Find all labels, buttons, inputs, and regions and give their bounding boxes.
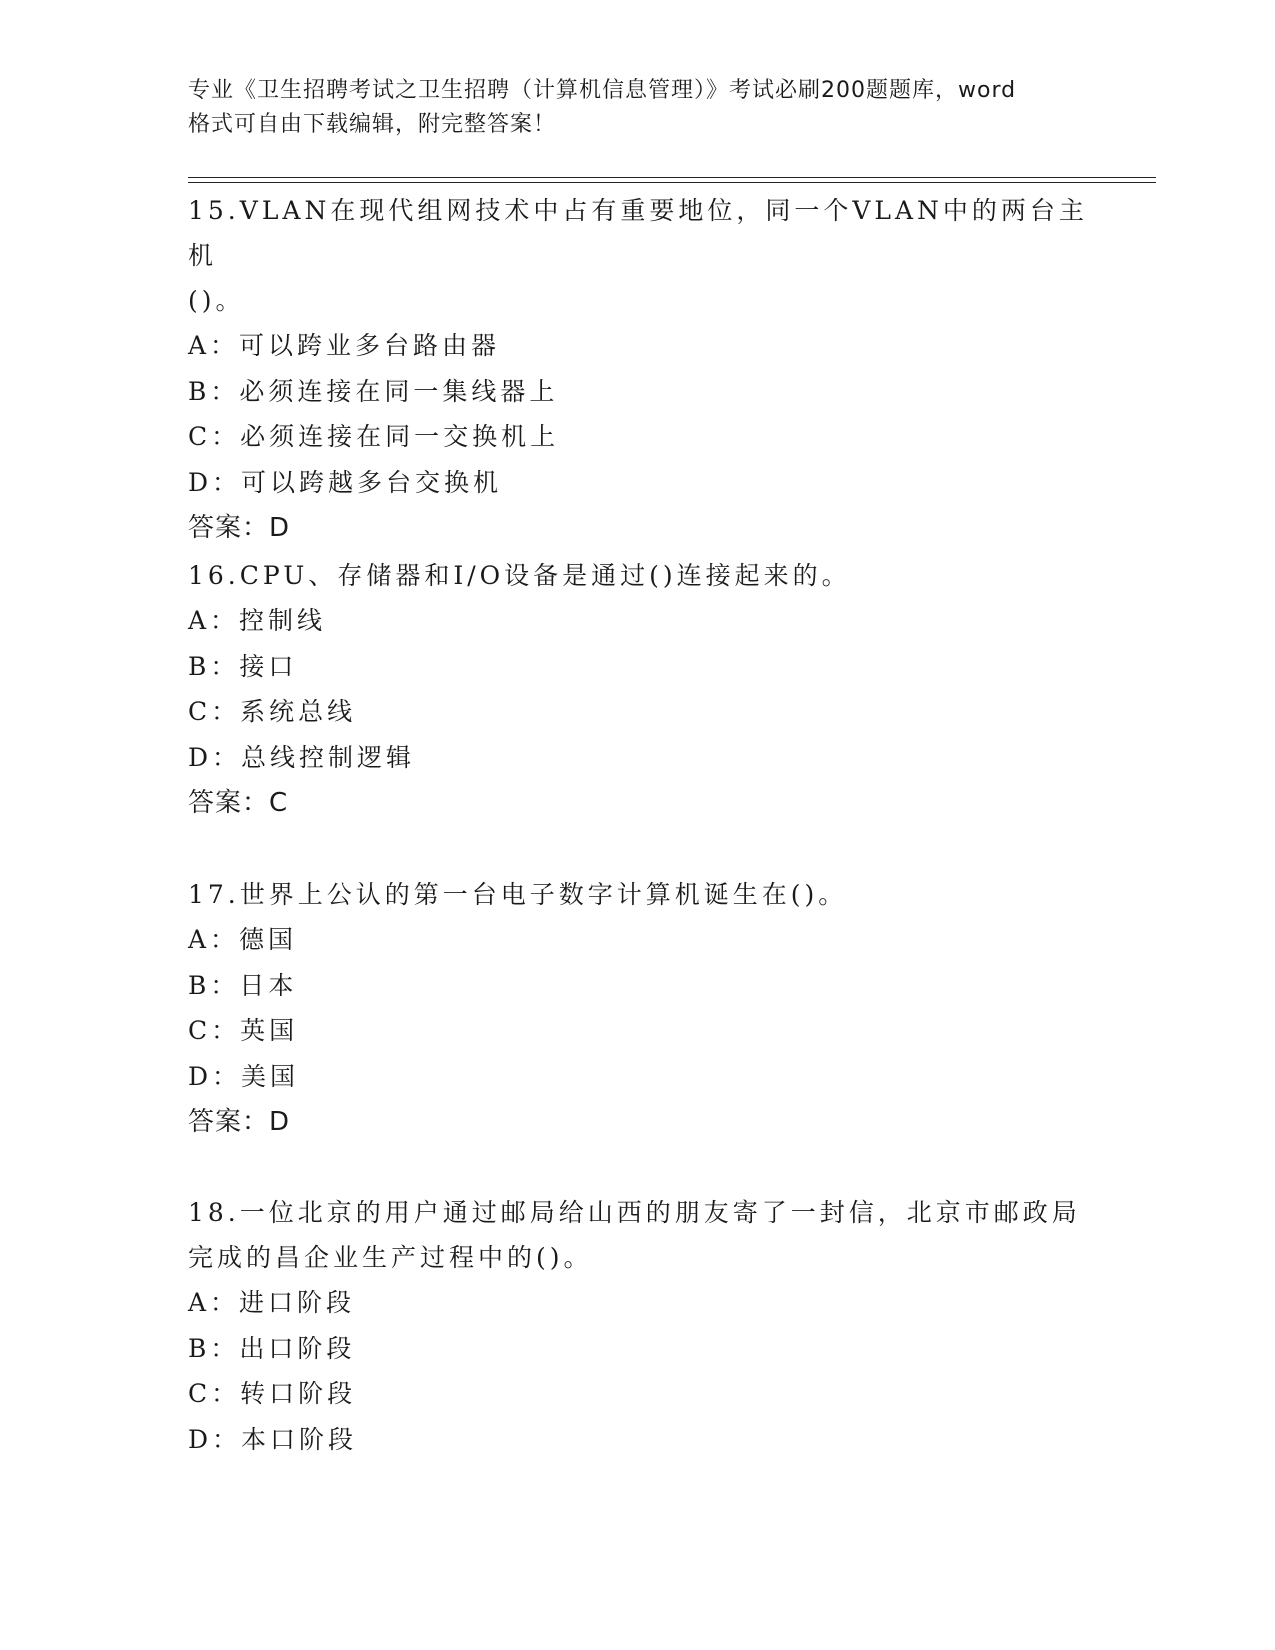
option-b: B：出口阶段 <box>188 1333 356 1363</box>
question-15 <box>188 188 1088 551</box>
option-d: D：总线控制逻辑 <box>188 742 416 772</box>
header-divider-bottom <box>188 182 1156 183</box>
answer: 答案：C <box>188 788 289 818</box>
option-b: B：必须连接在同一集线器上 <box>188 376 559 406</box>
header-divider-top <box>188 177 1156 178</box>
option-a: A：进口阶段 <box>188 1288 356 1317</box>
question-18 <box>188 1190 1088 1462</box>
option-b: B：日本 <box>188 970 298 1000</box>
option-a: A：可以跨业多台路由器 <box>188 331 501 360</box>
question-stem-line: 16.CPU、存储器和I/O设备是通过()连接起来的。 <box>188 561 851 590</box>
option-c: C：转口阶段 <box>188 1379 357 1408</box>
question-stem-line: 18.一位北京的用户通过邮局给山西的朋友寄了一封信，北京市邮政局 <box>188 1198 1081 1227</box>
option-d: D：可以跨越多台交换机 <box>188 467 503 497</box>
option-d: D：本口阶段 <box>188 1424 358 1454</box>
answer: 答案：D <box>188 513 291 543</box>
question-stem-line: 17.世界上公认的第一台电子数字计算机诞生在()。 <box>188 880 848 909</box>
question-17 <box>188 872 1088 1145</box>
document-header <box>188 74 1088 142</box>
question-16 <box>188 553 1088 826</box>
option-d: D：美国 <box>188 1061 300 1091</box>
option-a: A：德国 <box>188 925 298 954</box>
option-b: B：接口 <box>188 651 298 681</box>
option-c: C：必须连接在同一交换机上 <box>188 422 560 451</box>
header-line-2: 格式可自由下载编辑，附完整答案！ <box>188 112 557 137</box>
header-line-1: 专业《卫生招聘考试之卫生招聘（计算机信息管理）》考试必刷200题题库，word <box>188 78 1017 103</box>
question-stem-line: ()。 <box>188 286 245 315</box>
answer: 答案：D <box>188 1107 291 1137</box>
question-stem-line: 完成的昌企业生产过程中的()。 <box>188 1243 593 1272</box>
option-c: C：英国 <box>188 1016 299 1045</box>
question-stem-line: 15.VLAN在现代组网技术中占有重要地位，同一个VLAN中的两台主机 <box>188 196 1088 270</box>
option-a: A：控制线 <box>188 606 327 635</box>
option-c: C：系统总线 <box>188 697 357 726</box>
